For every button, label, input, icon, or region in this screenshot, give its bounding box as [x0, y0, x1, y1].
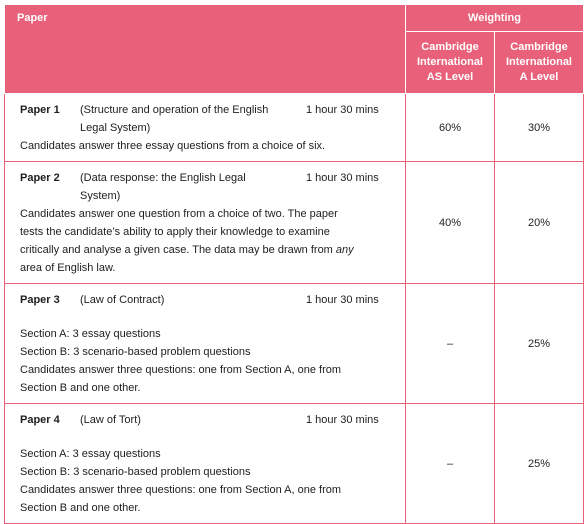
assessment-table	[4, 4, 584, 524]
paper-3-section-a: Section A: 3 essay questions	[20, 328, 161, 340]
paper-1-body: Candidates answer three essay questions from a choice of six.	[20, 140, 326, 152]
header-as-level	[406, 32, 495, 94]
table-row	[5, 94, 584, 162]
paper-3-a-weight: 25%	[495, 284, 584, 404]
paper-1-desc-line: Legal System)	[80, 122, 151, 134]
header-a-line-2: International	[505, 56, 572, 68]
paper-3-name: Paper 3	[20, 294, 60, 306]
paper-4-body-line: Candidates answer three questions: one from Section A, one from	[20, 484, 342, 496]
paper-4-duration: 1 hour 30 mins	[306, 414, 379, 426]
paper-2-name: Paper 2	[20, 172, 60, 184]
paper-2-body-line: critically and analyse a given case. The data may be drawn from	[20, 244, 336, 256]
header-weighting: Weighting	[406, 5, 584, 32]
paper-4-desc: (Law of Tort)	[80, 414, 141, 426]
paper-4-cell	[5, 404, 406, 524]
header-a-line-3: A Level	[519, 71, 559, 83]
paper-3-body-line: Section B and one other.	[20, 382, 141, 394]
table-row	[5, 162, 584, 284]
paper-3-desc: (Law of Contract)	[80, 294, 165, 306]
header-as-line-1: Cambridge	[421, 41, 479, 53]
paper-3-duration: 1 hour 30 mins	[306, 294, 379, 306]
paper-2-duration: 1 hour 30 mins	[306, 172, 379, 184]
paper-2-body-line: tests the candidate’s ability to apply their knowledge to examine	[20, 226, 330, 238]
header-as-line-2: International	[416, 56, 483, 68]
paper-1-desc	[80, 101, 306, 137]
header-as-line-3: AS Level	[426, 71, 474, 83]
paper-2-body-line: area of English law.	[20, 262, 116, 274]
paper-4-as-weight: –	[406, 404, 495, 524]
paper-4-body-line: Section B and one other.	[20, 502, 141, 514]
paper-3-body	[20, 361, 393, 397]
paper-1-as-weight: 60%	[406, 94, 495, 162]
header-a-level	[495, 32, 584, 94]
paper-4-section-a: Section A: 3 essay questions	[20, 448, 161, 460]
paper-2-body	[20, 205, 393, 277]
paper-3-body-line: Candidates answer three questions: one from Section A, one from	[20, 364, 342, 376]
paper-2-body-line: Candidates answer one question from a choice of two. The paper	[20, 208, 338, 220]
paper-1-name: Paper 1	[20, 104, 60, 116]
paper-2-desc	[80, 169, 306, 205]
paper-1-duration: 1 hour 30 mins	[306, 104, 379, 116]
paper-1-a-weight: 30%	[495, 94, 584, 162]
paper-4-body	[20, 481, 393, 517]
paper-2-desc-line: (Data response: the English Legal	[80, 172, 246, 184]
paper-2-desc-line: System)	[80, 190, 121, 202]
paper-4-section-b: Section B: 3 scenario-based problem questions	[20, 466, 251, 478]
paper-3-section-b: Section B: 3 scenario-based problem questions	[20, 346, 251, 358]
paper-1-cell	[5, 94, 406, 162]
table-row	[5, 284, 584, 404]
header-a-line-1: Cambridge	[510, 41, 568, 53]
paper-3-as-weight: –	[406, 284, 495, 404]
paper-3-cell	[5, 284, 406, 404]
paper-4-name: Paper 4	[20, 414, 60, 426]
paper-4-a-weight: 25%	[495, 404, 584, 524]
paper-2-body-emphasis: any	[335, 244, 354, 256]
paper-1-desc-line: (Structure and operation of the English	[80, 104, 269, 116]
header-paper: Paper	[5, 5, 406, 94]
paper-2-a-weight: 20%	[495, 162, 584, 284]
table-row	[5, 404, 584, 524]
paper-2-cell	[5, 162, 406, 284]
paper-2-as-weight: 40%	[406, 162, 495, 284]
